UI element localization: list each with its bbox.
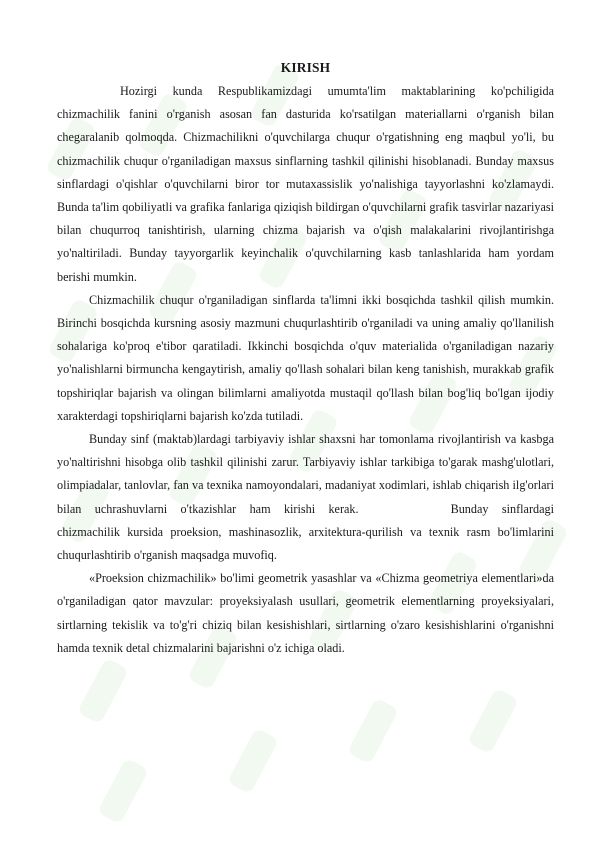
document-title: KIRISH: [280, 60, 331, 75]
watermark-mark: [227, 728, 279, 795]
watermark-mark: [347, 698, 399, 765]
watermark-mark: [467, 688, 519, 755]
paragraph-3-continuation: Bunday sinflardagi chizmachilik kursida proeksion, mashinasozlik, arxitektura-qurilish va texnik rasm bo'limlarini chuqurlashtirib o'rganish maqsadga muvofiq.: [57, 501, 554, 563]
document-page: [57, 58, 554, 660]
watermark-mark: [97, 758, 149, 825]
watermark-mark: [77, 658, 129, 725]
paragraph-4: «Proeksion chizmachilik» bo'limi geometrik yasashlar va «Chizma geometriya elementlari»da o'rganiladigan qator mavzular: proyeksiyalash usullari, geometrik elementlarning proyeksiyalari, sirtlarning tekislik va to'g'ri chiziq bilan kesishishlari, sirtlarning o'zaro kesishishlarini o'rganishni hamda texnik detal chizmalarini bajarishni o'z ichiga oladi.: [57, 571, 554, 655]
paragraph-2: Chizmachilik chuqur o'rganiladigan sinflarda ta'limni ikki bosqichda tashkil qilish mumkin. Birinchi bosqichda kursning asosiy mazmuni chuqurlashtirib o'rganiladi va uning amaliy qo'llanilish sohalariga ko'proq e'tibor qaratiladi. Ikkinchi bosqichda o'quv materialida o'rganiladigan nazariy yo'nalishlarni birmuncha kengaytirish, amaliy qo'llash sohalari bilan keng tanishish, murakkab grafik topshiriqlar bajarish va olingan bilimlarni amaliyotda mustaqil qo'llash bilan bog'liq bo'lgan ijodiy xarakterdagi topshiriqlarni bajarish ko'zda tutiladi.: [57, 292, 554, 423]
paragraph-3-text: Bunday sinf (maktab)lardagi tarbiyaviy ishlar shaxsni har tomonlama rivojlantirish va kasbga yo'naltirishni hisobga olib tashkil qilinishi zarur. Tarbiyaviy ishlar tarkibiga to'garak mashg'ulotlari, olimpiadalar, tanlovlar, fan va texnika namoyondalari, madaniyat xodimlari, ishlab chiqarish ilg'orlari bilan uchrashuvlarni o'tkazishlar ham kirishi kerak.: [57, 432, 554, 516]
paragraph-3: [57, 428, 554, 567]
paragraph-1: Hozirgi kunda Respublikamizdagi umumta'lim maktablarining ko'pchiligida chizmachilik fanini o'rganish asosan fan dasturida ko'rsatilgan materiallarni o'rganish bilan chegaralanib qolmoqda. Chizmachilikni o'quvchilarga chuqur o'rgatishning eng maqbul yo'li, bu chizmachilik chuqur o'rganiladigan maxsus sinflarning tashkil qilinishi hisoblanadi. Bunday maxsus sinflardagi o'qishlar o'quvchilarni biror tor mutaxassislik yo'nalishiga tayyorlashni ko'zlamaydi. Bunda ta'lim qobiliyatli va grafika fanlariga qiziqish bildirgan o'quvchilarni grafik tasvirlar nazariyasi bilan chuqurroq tanishtirish, ularning chizma bajarish va o'qish malakalarini rivojlantirishga yo'naltiriladi. Bunday tayyorgarlik keyinchalik o'quvchilarning kasb tanlashlarida ham yordam berishi mumkin.: [57, 84, 554, 284]
